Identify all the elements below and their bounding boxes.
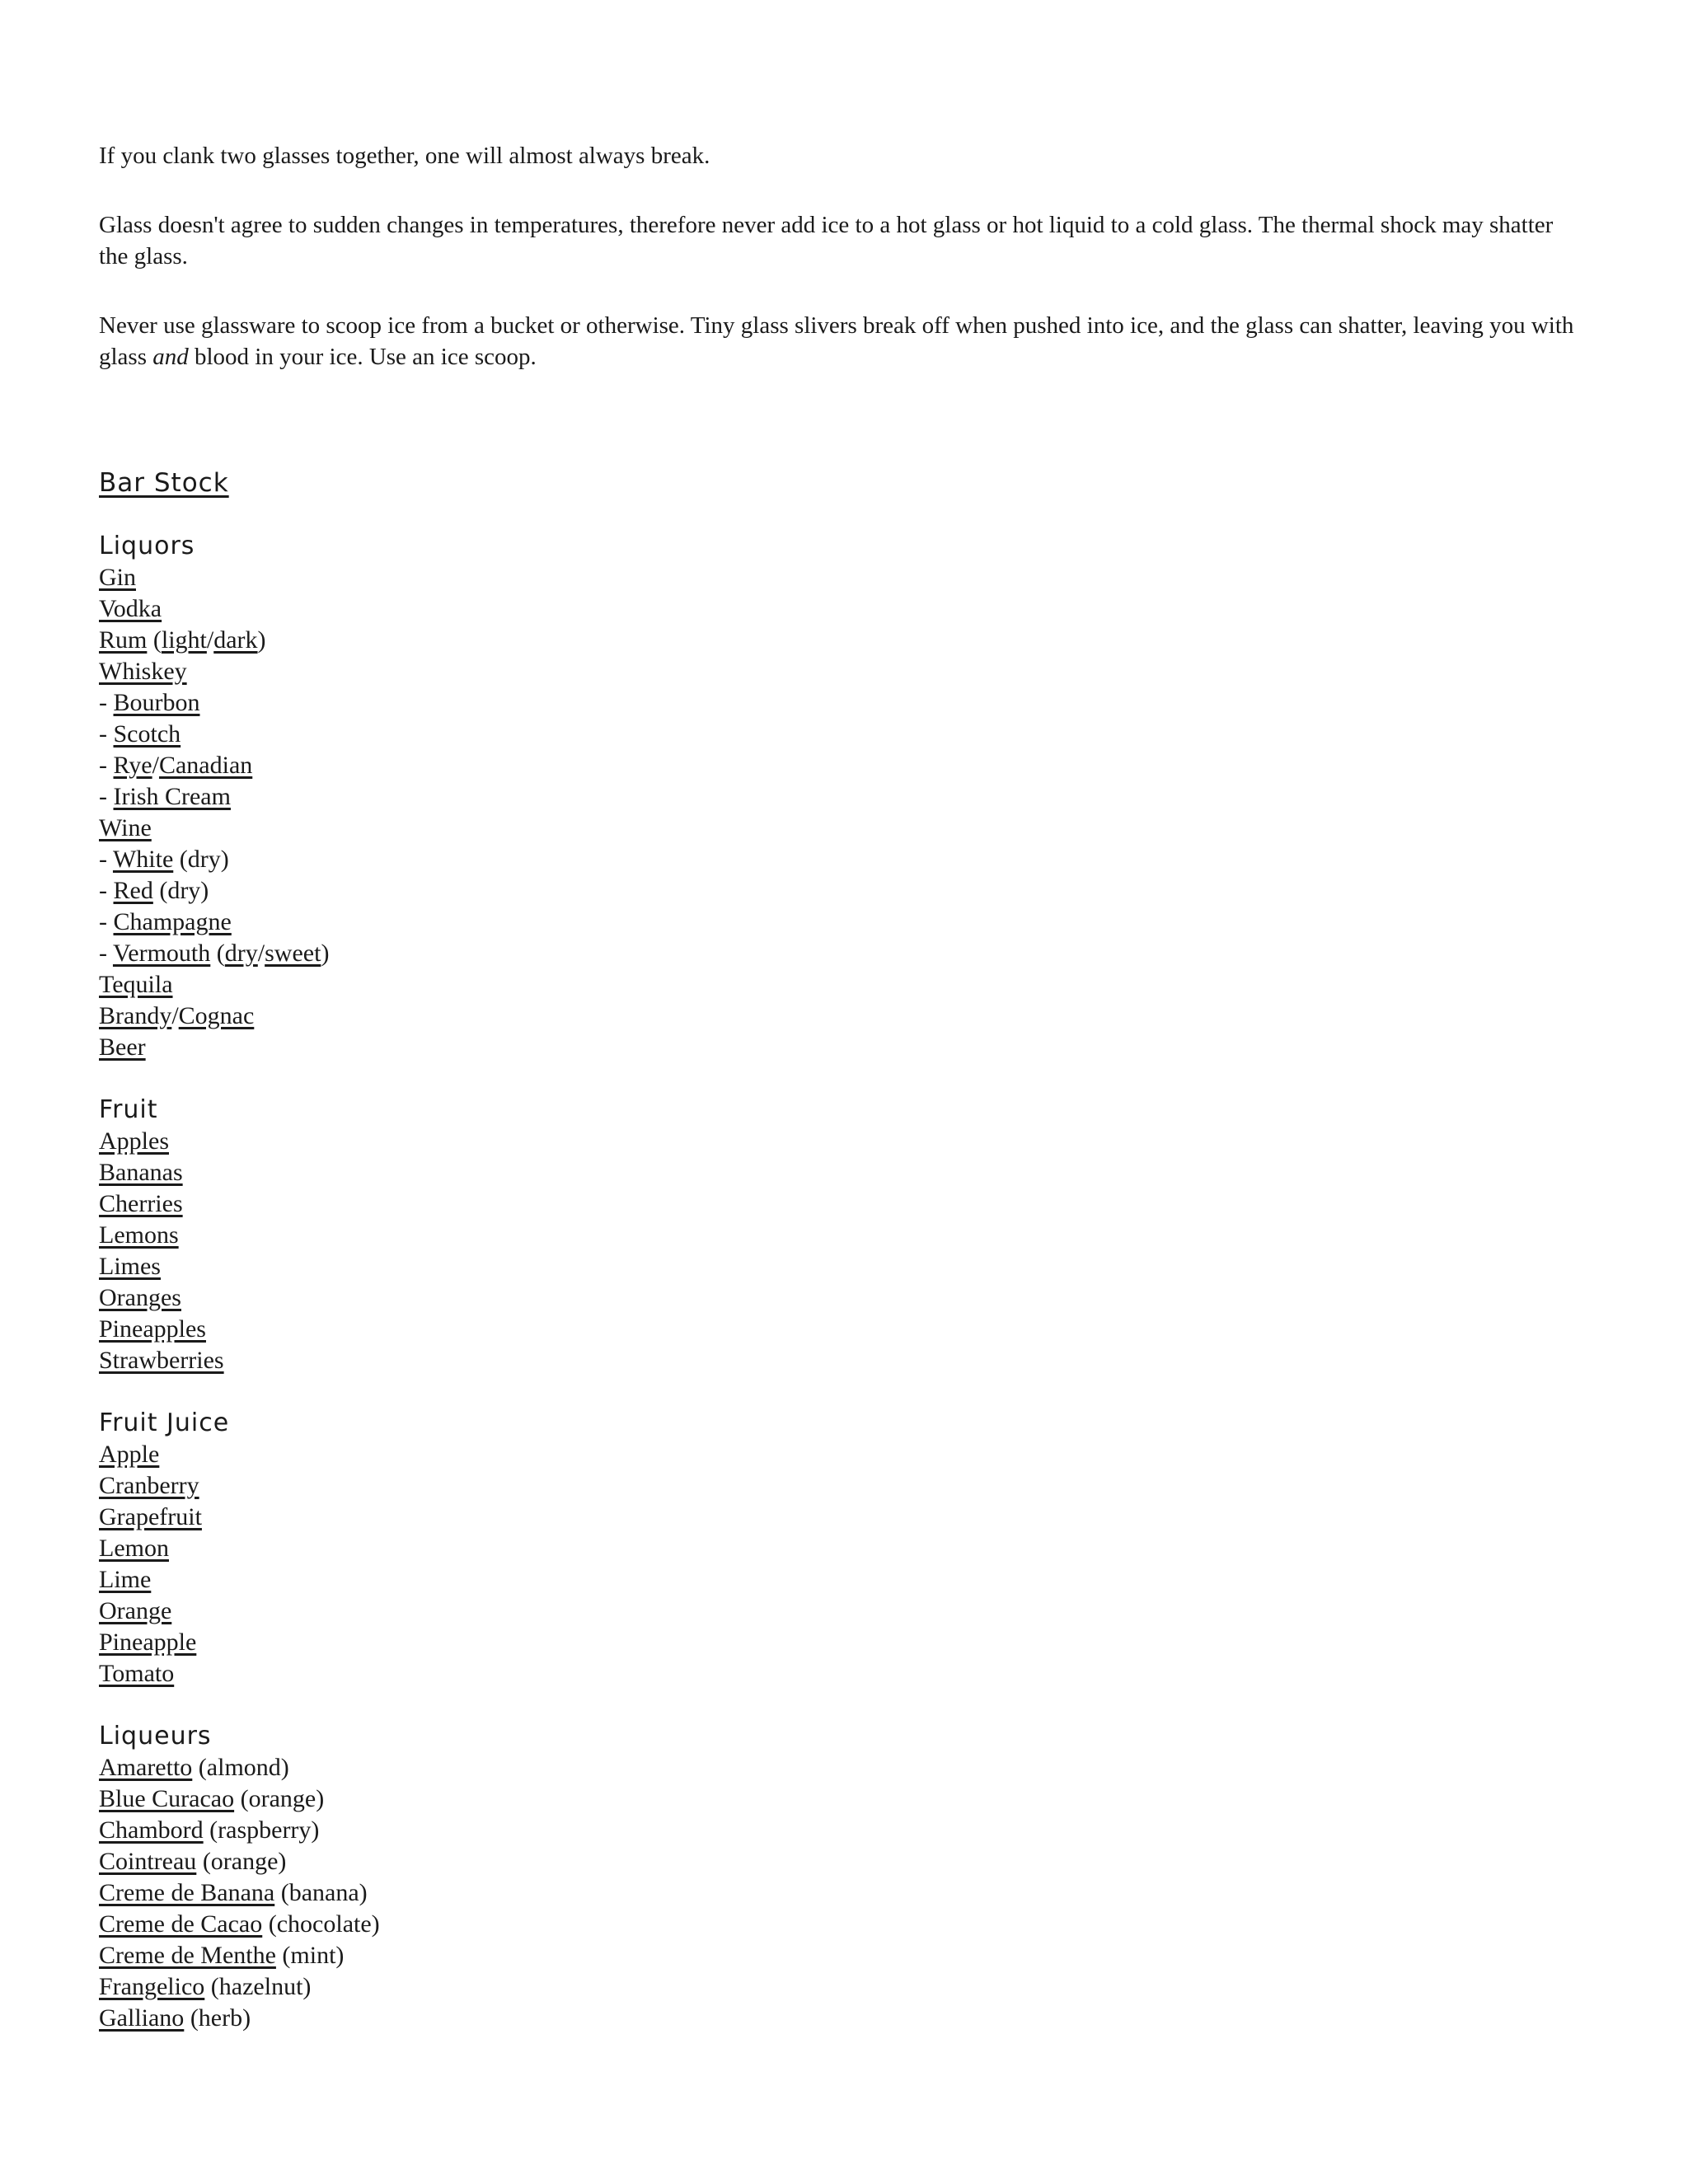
liqueur-flavor-note: (chocolate) [268, 1910, 380, 1938]
list-item: - Vermouth (dry/sweet) [99, 940, 330, 967]
link-juice[interactable]: Lime [99, 1566, 152, 1593]
list-item [99, 1533, 1582, 1564]
link-vodka[interactable]: Vodka [99, 595, 162, 622]
link-scotch[interactable]: Scotch [113, 720, 181, 748]
link-beer[interactable]: Beer [99, 1033, 146, 1061]
paragraph-glass-clank: If you clank two glasses together, one will almost always break. [99, 143, 710, 169]
link-whiskey[interactable]: Whiskey [99, 658, 187, 685]
list-item [99, 1345, 1582, 1376]
list-item: - Irish Cream [99, 783, 231, 810]
list-item [99, 656, 1582, 687]
list-item: - Scotch [99, 720, 181, 748]
list-item [99, 1940, 1582, 1971]
link-fruit[interactable]: Apples [99, 1127, 169, 1155]
link-juice[interactable]: Pineapple [99, 1629, 197, 1656]
link-cognac[interactable]: Cognac [178, 1002, 255, 1029]
list-item [99, 1564, 1582, 1596]
liqueur-flavor-note: (orange) [202, 1848, 287, 1875]
link-vermouth-dry[interactable]: dry [224, 940, 258, 967]
link-juice[interactable]: Grapefruit [99, 1503, 202, 1530]
list-item [99, 1846, 1582, 1877]
link-rum-dark[interactable]: dark [213, 626, 258, 654]
link-fruit[interactable]: Cherries [99, 1190, 183, 1217]
list-item [99, 1502, 1582, 1533]
list-item [99, 1596, 1582, 1627]
link-liqueur[interactable]: Frangelico [99, 1973, 205, 2000]
paragraph-thermal-shock: Glass doesn't agree to sudden changes in temperatures, therefore never add ice to a hot glass or hot liquid to a cold glass. The thermal shock may shatter the glass. [99, 212, 1554, 269]
group-title-liquors: Liquors [99, 532, 195, 560]
list-item [99, 1032, 1582, 1063]
link-gin[interactable]: Gin [99, 564, 136, 591]
list-item: Brandy/Cognac [99, 1002, 255, 1029]
liqueur-flavor-note: (raspberry) [209, 1816, 320, 1844]
link-rye[interactable]: Rye [113, 752, 152, 779]
list-item: - Rye/Canadian [99, 752, 253, 779]
link-liqueur[interactable]: Blue Curacao [99, 1785, 235, 1812]
link-fruit[interactable]: Bananas [99, 1159, 183, 1186]
link-liqueur[interactable]: Creme de Banana [99, 1879, 275, 1906]
link-wine[interactable]: Wine [99, 814, 152, 841]
link-liqueur[interactable]: Creme de Menthe [99, 1942, 276, 1969]
note-white-wine: (dry) [179, 846, 229, 873]
link-liqueur[interactable]: Creme de Cacao [99, 1910, 263, 1938]
list-item [99, 1752, 1582, 1783]
group-title-fruit-juice: Fruit Juice [99, 1408, 230, 1437]
link-rum[interactable]: Rum [99, 626, 148, 654]
list-item: - Red (dry) [99, 877, 209, 904]
link-fruit[interactable]: Lemons [99, 1221, 179, 1249]
link-canadian[interactable]: Canadian [158, 752, 253, 779]
link-juice[interactable]: Tomato [99, 1660, 175, 1687]
document-page [99, 140, 1582, 2065]
list-item [99, 1251, 1582, 1282]
link-fruit[interactable]: Limes [99, 1253, 161, 1280]
list-item: - Bourbon [99, 689, 200, 716]
link-juice[interactable]: Apple [99, 1441, 160, 1468]
link-vermouth[interactable]: Vermouth [112, 940, 211, 967]
liqueur-flavor-note: (mint) [282, 1942, 345, 1969]
list-item [99, 1783, 1582, 1815]
list-item: Rum (light/dark) [99, 626, 266, 654]
list-item [99, 1439, 1582, 1470]
list-item: - White (dry) [99, 846, 229, 873]
group-title-liqueurs: Liqueurs [99, 1722, 212, 1750]
link-rum-light[interactable]: light [161, 626, 207, 654]
group-liquors [99, 531, 1582, 1063]
paragraph-ice-scoop-end: blood in your ice. Use an ice scoop. [188, 344, 537, 370]
list-item [99, 813, 1582, 844]
link-champagne[interactable]: Champagne [113, 908, 232, 935]
list-item [99, 1877, 1582, 1909]
group-liqueurs [99, 1721, 1582, 2034]
link-tequila[interactable]: Tequila [99, 971, 173, 998]
link-vermouth-sweet[interactable]: sweet [265, 940, 321, 967]
list-item [99, 1314, 1582, 1345]
list-item [99, 1627, 1582, 1658]
list-item [99, 969, 1582, 1001]
link-juice[interactable]: Orange [99, 1597, 172, 1624]
list-item [99, 1126, 1582, 1157]
list-item [99, 1909, 1582, 1940]
link-irish-cream[interactable]: Irish Cream [113, 783, 231, 810]
liqueur-flavor-note: (herb) [190, 2004, 251, 2032]
link-liqueur[interactable]: Galliano [99, 2004, 185, 2032]
group-title-fruit: Fruit [99, 1095, 158, 1124]
note-red-wine: (dry) [159, 877, 209, 904]
link-fruit[interactable]: Strawberries [99, 1347, 224, 1374]
list-item [99, 1157, 1582, 1188]
link-bourbon[interactable]: Bourbon [113, 689, 200, 716]
link-brandy[interactable]: Brandy [99, 1002, 172, 1029]
link-red-wine[interactable]: Red [113, 877, 153, 904]
liqueur-flavor-note: (almond) [198, 1754, 289, 1781]
list-item [99, 1815, 1582, 1846]
list-item [99, 1282, 1582, 1314]
link-liqueur[interactable]: Chambord [99, 1816, 204, 1844]
list-item: - Champagne [99, 908, 232, 935]
liqueur-flavor-note: (hazelnut) [210, 1973, 312, 2000]
section-title-bar-stock: Bar Stock [99, 468, 229, 498]
list-item [99, 1658, 1582, 1690]
liqueur-flavor-note: (orange) [240, 1785, 325, 1812]
list-item [99, 593, 1582, 625]
link-liqueur[interactable]: Cointreau [99, 1848, 197, 1875]
group-fruit-juice [99, 1408, 1582, 1690]
list-item [99, 1188, 1582, 1220]
link-juice[interactable]: Lemon [99, 1535, 169, 1562]
group-fruit [99, 1094, 1582, 1376]
emphasis-and: and [152, 344, 189, 370]
list-item [99, 1971, 1582, 2003]
link-white-wine[interactable]: White [112, 846, 174, 873]
link-fruit[interactable]: Oranges [99, 1284, 181, 1311]
list-item [99, 562, 1582, 593]
list-item [99, 1470, 1582, 1502]
list-item [99, 1220, 1582, 1251]
link-juice[interactable]: Cranberry [99, 1472, 199, 1499]
list-item [99, 2003, 1582, 2034]
liqueur-flavor-note: (banana) [280, 1879, 368, 1906]
paragraph-ice-scoop [99, 310, 1582, 373]
link-liqueur[interactable]: Amaretto [99, 1754, 193, 1781]
link-fruit[interactable]: Pineapples [99, 1315, 206, 1343]
paragraph-ice-scoop-start: Never use glassware to scoop ice from a bucket or otherwise. Tiny glass slivers break off when pushed into ice, and the glass can shatter, leaving you with glass [99, 312, 1574, 370]
